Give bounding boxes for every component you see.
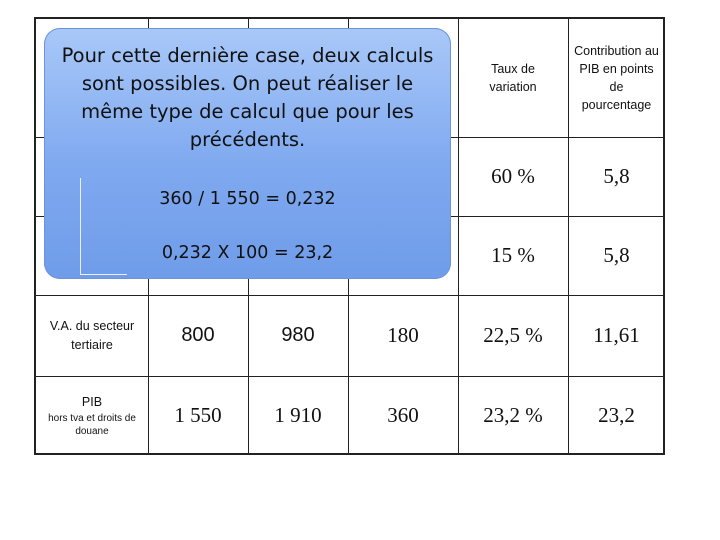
callout-calculation-multiplication: 0,232 X 100 = 23,2 xyxy=(161,243,334,263)
callout-explanation-text: Pour cette dernière case, deux calculs sont possibles. On peut réaliser le même type de calcul que pour les précédents. xyxy=(61,44,434,151)
header-taux-de-variation: Taux de variation xyxy=(489,61,537,94)
row4-label-cell xyxy=(36,376,148,455)
row1-rate: 60 % xyxy=(491,164,535,188)
row2-rate: 15 % xyxy=(491,243,535,267)
row3-contribution: 11,61 xyxy=(593,323,640,347)
callout-calculation-division: 360 / 1 550 = 0,232 xyxy=(159,189,336,209)
row4-value-2: 1 910 xyxy=(274,403,322,427)
header-contribution-pib: Contribution au PIB en points de pourcentage xyxy=(574,43,659,113)
row4-sublabel: hors tva et droits de douane xyxy=(48,412,136,437)
row4-contribution: 23,2 xyxy=(598,403,635,427)
row4-rate: 23,2 % xyxy=(483,403,543,427)
row4-variation: 360 xyxy=(387,403,419,427)
explanation-callout xyxy=(44,28,451,279)
row4-label: PIB xyxy=(81,395,103,410)
row2-contribution: 5,8 xyxy=(603,243,630,267)
row3-label: V.A. du secteur tertiaire xyxy=(49,319,135,352)
row3-value-2: 980 xyxy=(281,324,315,346)
row1-contribution: 5,8 xyxy=(603,164,630,188)
row3-variation: 180 xyxy=(387,323,419,347)
row3-rate: 22,5 % xyxy=(483,323,543,347)
row3-value-1: 800 xyxy=(181,324,215,346)
row4-value-1: 1 550 xyxy=(174,403,222,427)
